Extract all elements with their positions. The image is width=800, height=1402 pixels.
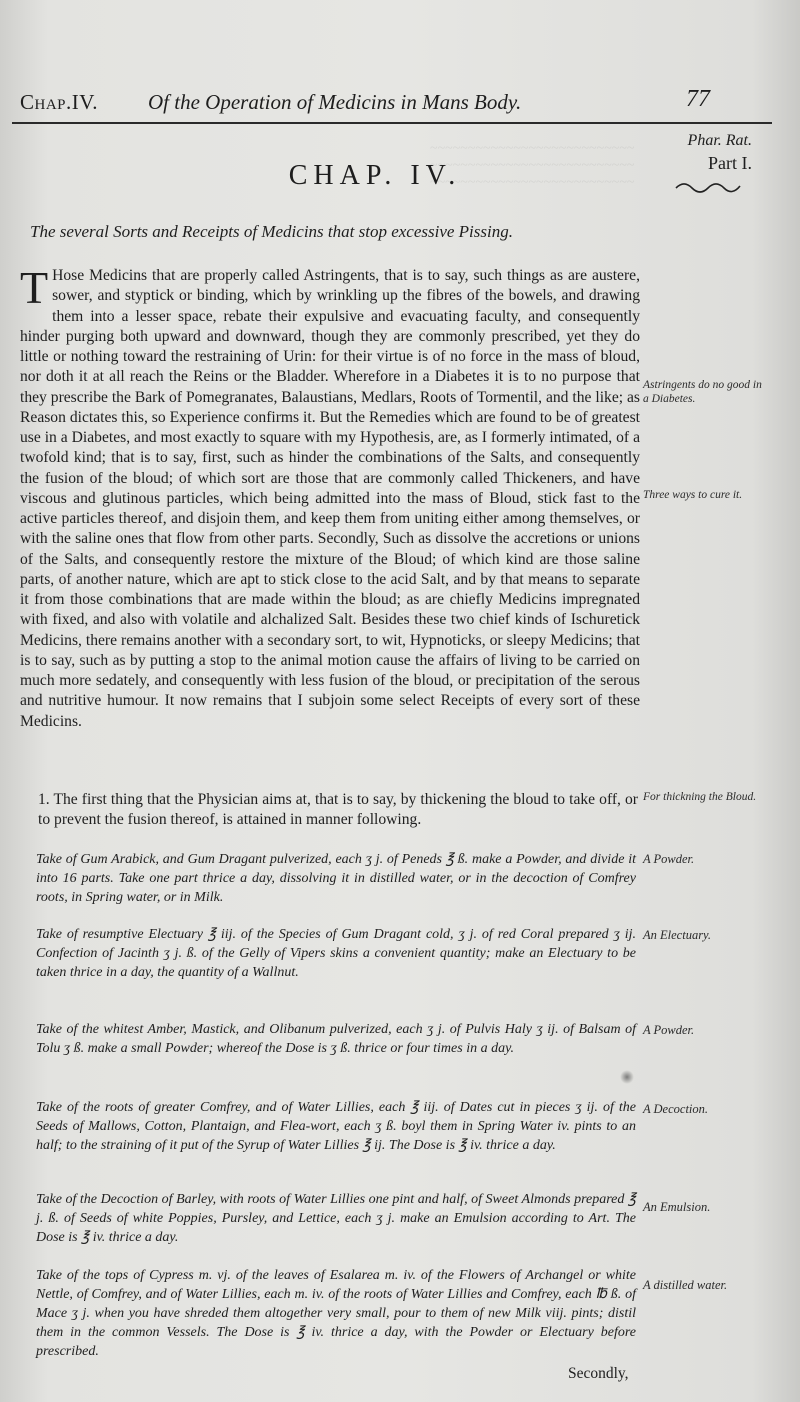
main-paragraph-text: Hose Medicins that are properly called Astringents, that is to say, such things as are austere, sower, and styptick or binding, which by wrinkling up the fibres of the bowels, and drawing them into a lesser space, rebate their expulsive and evacuating faculty, and consequently hinder purging both upward and downward, though they are commonly prescribed, yet they do little or nothing toward the restraining of Urin: for their virtue is of no force in the mass of bloud, nor doth it at all reach the Reins or the Bladder. Wherefore in a Diabetes it is to no purpose that they prescribe the Bark of Pomegranates, Balaustians, Medlars, Roots of Tormentil, and the like; as Reason dictates this, so Experience confirms it. But the Remedies which are found to be of greatest use in a Diabetes, and most exactly to square with my Hypothesis, are, as I formerly intimated, of a twofold kind; that is to say, first, such as hinder the combinations of the Salts, and consequently the fusion of the bloud; of which sort are those that are commonly called Thickeners, and have viscous and glutinous particles, which being admitted into the mass of Bloud, stick fast to the active particles thereof, and disjoin them, and keep them from uniting either among themselves, or with the saline ones that flow from other parts. Secondly, Such as dissolve the accretions or unions of the Salts, and consequently restore the mixture of the Bloud; of which kind are those saline parts, of another nature, which are apt to stick close to the acid Salt, and by that means to separate it from those combinations that are made within the bloud; as are chiefly Medicins impregnated with fixed, and also with volatile and alchalized Salt. Besides these two chief kinds of Ischuretick Medicins, there remains another with a secondary sort, to wit, Hypnoticks, or sleepy Medicins; that is to say, such as by putting a stop to the animal motion cause the affairs of living to be carried on much more sedately, and consequently with less fusion of the bloud, or precipitation of the serous and nutritive humour. It now remains that I subjoin some select Receipts of every sort of these Medicins. — [20, 267, 640, 730]
margin-note-distilled-water: A distilled water. — [643, 1278, 728, 1292]
chapter-heading: CHAP. IV. — [288, 160, 462, 191]
show-through-text: ~~~~~~~~~~~~~~~~~~~~~~~~~~~ ~~~~~~~~~~~~~~~~~~~~~~~~~~~ ~~~~~~~~~~~~~~~~~~~~~~~~~~~ — [430, 141, 635, 190]
margin-note-three-ways: Three ways to cure it. — [643, 489, 743, 501]
running-head — [20, 86, 710, 120]
receipt-powder-2: Take of the whitest Amber, Mastick, and Olibanum pulverized, each ʒ j. of Pulvis Haly ʒ ij. of Balsam of Tolu ʒ ß. make a small Powder; whereof the Dose is ʒ ß. thrice or four times in a day. — [36, 1022, 636, 1056]
part-label-line2: Part I. — [708, 153, 752, 173]
margin-note-thickning: For thickning the Bloud. — [643, 791, 757, 803]
main-paragraph — [20, 262, 640, 732]
receipt-distilled-water: Take of the tops of Cypress m. vj. of the leaves of Esalarea m. iv. of the Flowers of Archangel or white Nettle, of Comfrey, and of Water Lillies, each m. iv. of the roots of Water Lillies and Comfrey, each ℔ ß. of Mace ʒ j. when you have shreded them altogether very small, pour to them of new Milk viij. pints; distil them in the common Vessels. The Dose is ℥ iv. thrice a day, with the Powder or Electuary before prescribed. — [36, 1268, 636, 1359]
page-number: 77 — [686, 86, 710, 112]
ornament-flourish-icon — [674, 178, 744, 194]
margin-note-emulsion: An Emulsion. — [643, 1200, 711, 1214]
receipt-electuary: Take of resumptive Electuary ℥ iij. of the Species of Gum Dragant cold, ʒ j. of red Coral prepared ʒ ij. Confection of Jacinth ʒ j. ß. of the Gelly of Vipers skins a convenient quantity; make an Electuary to be taken thrice in a day, the quantity of a Wallnut. — [36, 927, 636, 980]
margin-note-astringents: Astringents do no good in a Diabetes. — [643, 379, 762, 405]
margin-note-powder-1: A Powder. — [643, 852, 695, 866]
receipt-emulsion: Take of the Decoction of Barley, with roots of Water Lillies one pint and half, of Sweet Almonds prepared ℥ j. ß. of Seeds of white Poppies, Pursley, and Lettice, each ʒ j. make an Emulsion according to Art. The Dose is ℥ iv. thrice a day. — [36, 1192, 636, 1245]
margin-note-powder-2: A Powder. — [643, 1023, 695, 1037]
receipt-powder-1: Take of Gum Arabick, and Gum Dragant pulverized, each ʒ j. of Peneds ℥ ß. make a Powder, and divide it into 16 parts. Take one part thrice a day, dissolving it in distilled water, or in the decoction of Comfrey roots, in Spring water, or in Milk. — [36, 852, 636, 905]
receipt-decoction: Take of the roots of greater Comfrey, and of Water Lillies, each ℥ iij. of Dates cut in pieces ʒ ij. of the Seeds of Mallows, Cotton, Plantaign, and Flea-wort, each ʒ ß. boyl them in Spring Water iv. pints to an half; to the straining of it put of the Syrup of Water Lillies ℥ ij. The Dose is ℥ iv. thrice a day. — [36, 1100, 636, 1153]
drop-cap: T — [20, 262, 49, 313]
margin-note-decoction: A Decoction. — [643, 1102, 709, 1116]
part-label — [642, 130, 752, 174]
margin-note-electuary: An Electuary. — [643, 928, 712, 942]
catchword: Secondly, — [568, 1365, 629, 1382]
chapter-subtitle: The several Sorts and Receipts of Medicins that stop excessive Pissing. — [30, 222, 513, 241]
header-rule — [12, 122, 772, 124]
ink-smudge — [620, 1070, 634, 1084]
section-1-text: 1. The first thing that the Physician aims at, that is to say, by thickening the bloud to take off, or to prevent the fusion thereof, is attained in manner following. — [38, 791, 638, 828]
part-label-line1: Phar. Rat. — [687, 132, 752, 149]
running-head-chapter: Chap.IV. — [20, 90, 98, 114]
running-head-title: Of the Operation of Medicins in Mans Body. — [148, 90, 522, 114]
